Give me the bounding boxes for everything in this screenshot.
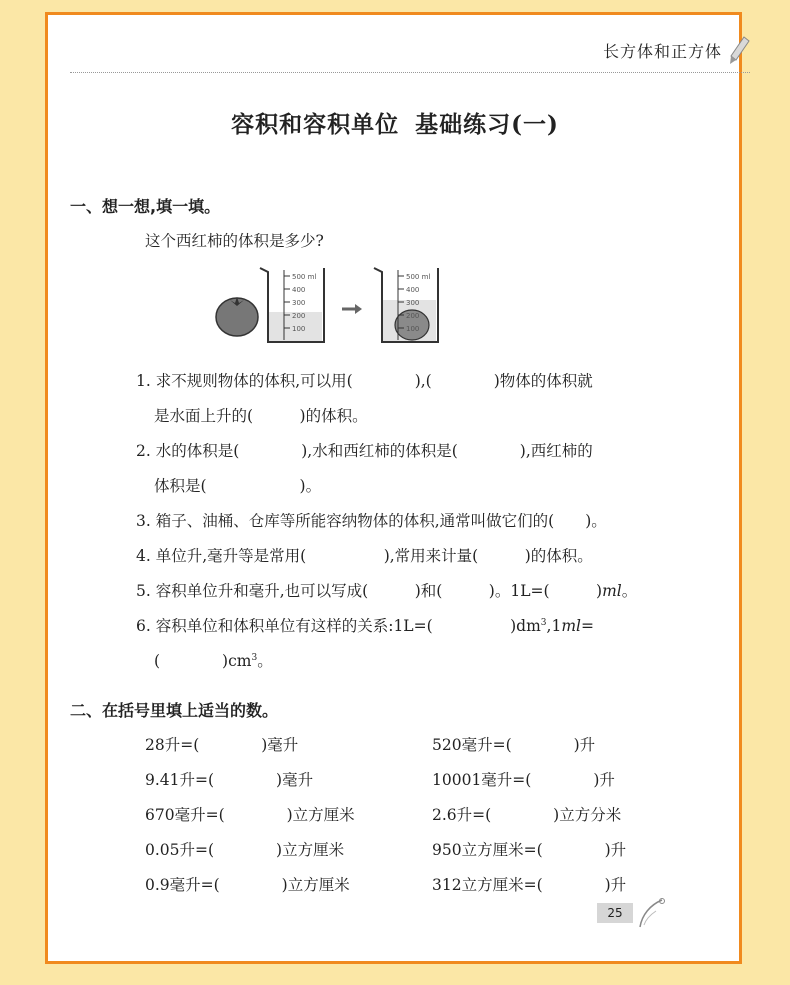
chapter-title: 长方体和正方体 <box>602 42 722 61</box>
scale-label: 200 <box>406 312 420 320</box>
scale-label: 400 <box>406 286 420 294</box>
conversion-left-1: 28升=( )毫升 <box>145 736 299 754</box>
conversion-left-3: 670毫升=( )立方厘米 <box>145 806 355 824</box>
section1-heading: 一、想一想,填一填。 <box>70 197 221 216</box>
scale-label: 100 <box>406 325 420 333</box>
title-sub: 基础练习(一) <box>415 111 559 138</box>
pencil-icon <box>728 36 750 66</box>
arrow-right-icon <box>342 304 362 314</box>
tomato-icon <box>216 297 258 336</box>
conversion-right-4: 950立方厘米=( )升 <box>432 841 627 859</box>
scale-label: 100 <box>292 325 306 333</box>
conversion-left-5: 0.9毫升=( )立方厘米 <box>145 876 350 894</box>
conversion-left-4: 0.05升=( )立方厘米 <box>145 841 345 859</box>
title-main: 容积和容积单位 <box>231 111 400 138</box>
page-title <box>0 106 790 139</box>
question-4: 4. 单位升,毫升等是常用( ),常用来计量( )的体积。 <box>136 547 593 565</box>
section1-prompt: 这个西红柿的体积是多少? <box>145 232 324 250</box>
scale-label: 300 <box>292 299 306 307</box>
conversion-right-5: 312立方厘米=( )升 <box>432 876 627 894</box>
scale-label: 500 ml <box>292 273 317 281</box>
conversion-right-1: 520毫升=( )升 <box>432 736 596 754</box>
conversion-left-2: 9.41升=( )毫升 <box>145 771 314 789</box>
tomato-beaker-illustration <box>212 262 462 352</box>
conversion-right-2: 10001毫升=( )升 <box>432 771 615 789</box>
running-header <box>70 36 750 73</box>
section2-heading: 二、在括号里填上适当的数。 <box>70 701 279 720</box>
question-1-line1: 1. 求不规则物体的体积,可以用( ),( )物体的体积就 <box>136 372 593 390</box>
question-6-line2: ( )$cm^3$。 <box>154 652 273 670</box>
question-2-line2: 体积是( )。 <box>154 477 322 495</box>
question-1-line2: 是水面上升的( )的体积。 <box>154 407 368 425</box>
page-number: 25 <box>597 903 633 923</box>
quill-icon <box>636 897 666 929</box>
question-6-line1: 6. 容积单位和体积单位有这样的关系:1L=( )$dm^3,1ml=$ <box>136 617 594 635</box>
question-5: 5. 容积单位升和毫升,也可以写成( )和( )。1L=( )ml。 <box>136 582 638 600</box>
scale-label: 400 <box>292 286 306 294</box>
question-3: 3. 箱子、油桶、仓库等所能容纳物体的体积,通常叫做它们的( )。 <box>136 512 607 530</box>
conversion-right-3: 2.6升=( )立方分米 <box>432 806 622 824</box>
scale-label: 200 <box>292 312 306 320</box>
scale-label: 300 <box>406 299 420 307</box>
scale-label: 500 ml <box>406 273 431 281</box>
question-2-line1: 2. 水的体积是( ),水和西红柿的体积是( ),西红柿的 <box>136 442 593 460</box>
